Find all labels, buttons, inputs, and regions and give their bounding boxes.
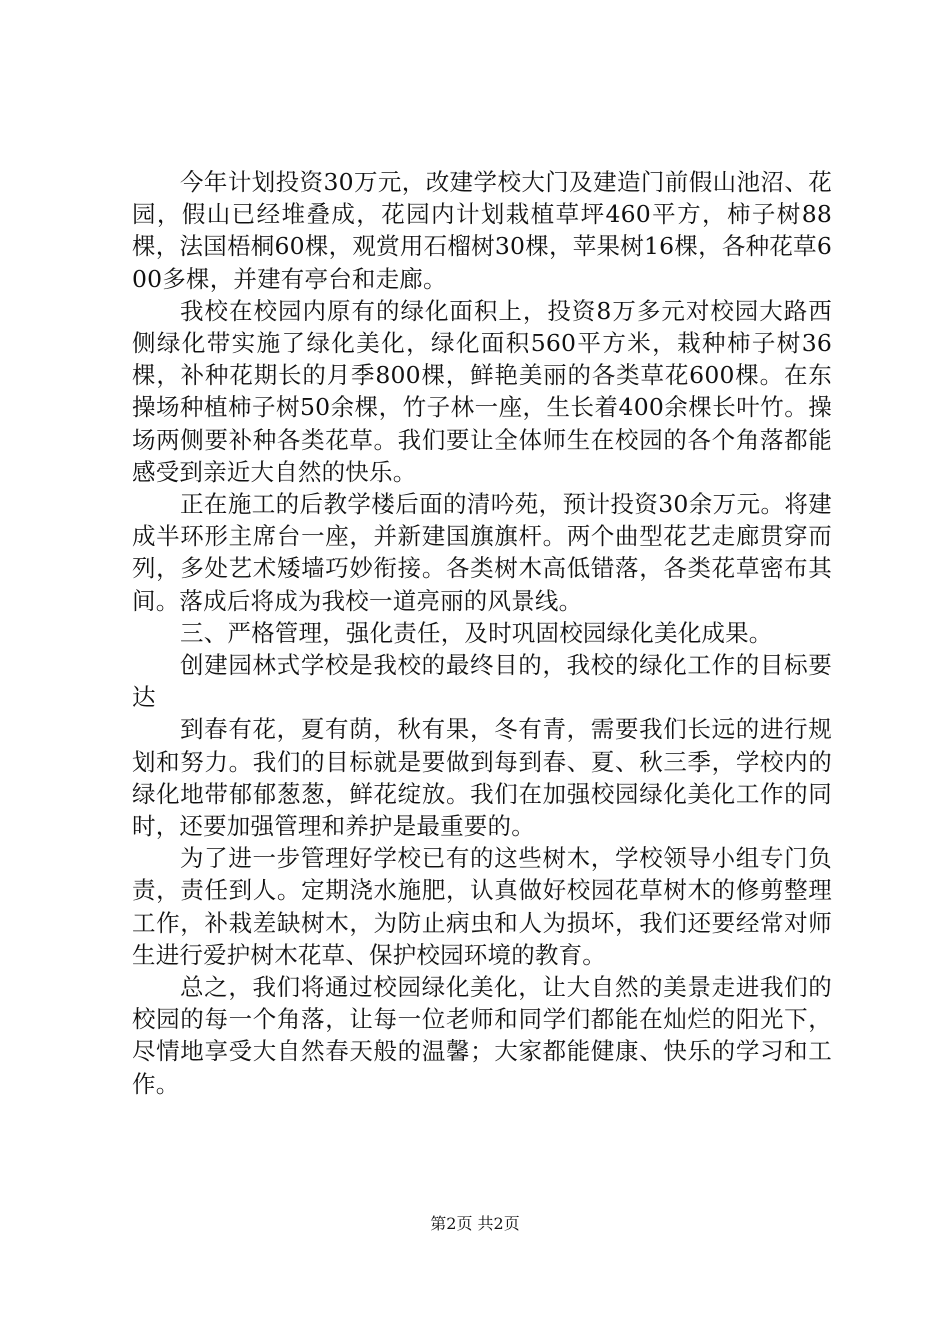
page-footer <box>0 1213 950 1235</box>
paragraph-tree-management: 为了进一步管理好学校已有的这些树木，学校领导小组专门负责，责任到人。定期浇水施肥，认真做好校园花草树木的修剪整理工作，补栽差缺树木，为防止病虫和人为损坏，我们还要经常对师生进行爱护树木花草、保护校园环境的教育。 <box>132 844 832 969</box>
paragraph-investment-plan: 今年计划投资30万元，改建学校大门及建造门前假山池沼、花园，假山已经堆叠成，花园内计划栽植草坪460平方，柿子树88棵，法国梧桐60棵，观赏用石榴树30棵，苹果树16棵，各种花草600多棵，并建有亭台和走廊。 <box>132 168 832 293</box>
paragraph-garden-school-goal: 创建园林式学校是我校的最终目的，我校的绿化工作的目标要达 <box>132 651 832 712</box>
paragraph-greening-area: 我校在校园内原有的绿化面积上，投资8万多元对校园大路西侧绿化带实施了绿化美化，绿化面积560平方米，栽种柿子树36棵，补种花期长的月季800棵，鲜艳美丽的各类草花600棵。在东操场种植柿子树50余棵，竹子林一座，生长着400余棵长叶竹。操场两侧要补种各类花草。我们要让全体师生在校园的各个角落都能感受到亲近大自然的快乐。 <box>132 296 832 486</box>
page-number-label: 第2页 共2页 <box>430 1214 520 1233</box>
document-body <box>132 166 832 1100</box>
section-heading-management: 三、严格管理，强化责任，及时巩固校园绿化美化成果。 <box>180 618 773 647</box>
paragraph-qingyin-garden: 正在施工的后教学楼后面的清吟苑，预计投资30余万元。将建成半环形主席台一座，并新建国旗旗杆。两个曲型花艺走廊贯穿而列，多处艺术矮墙巧妙衔接。各类树木高低错落，各类花草密布其间。落成后将成为我校一道亮丽的风景线。 <box>132 490 832 615</box>
paragraph-conclusion: 总之，我们将通过校园绿化美化，让大自然的美景走进我们的校园的每一个角落，让每一位老师和同学们都能在灿烂的阳光下，尽情地享受大自然春天般的温馨；大家都能健康、快乐的学习和工作。 <box>132 973 832 1098</box>
paragraph-seasonal-goals: 到春有花，夏有荫，秋有果，冬有青，需要我们长远的进行规划和努力。我们的目标就是要做到每到春、夏、秋三季，学校内的绿化地带郁郁葱葱，鲜花绽放。我们在加强校园绿化美化工作的同时，还要加强管理和养护是最重要的。 <box>132 715 832 841</box>
